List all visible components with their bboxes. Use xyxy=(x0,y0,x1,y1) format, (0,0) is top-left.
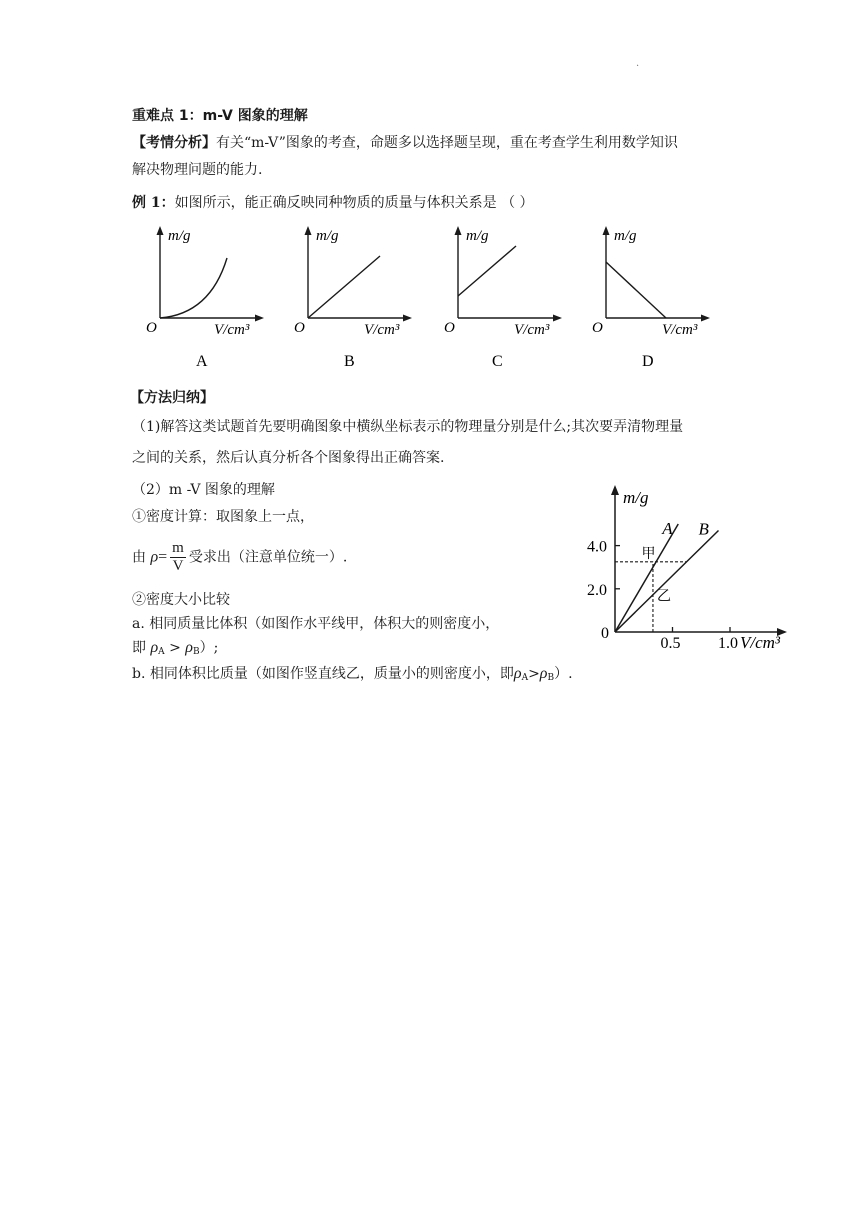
compare-b-sub-a: A xyxy=(521,673,529,683)
formula-suffix: 受求出（注意单位统一）. xyxy=(188,549,348,566)
page-mark: . xyxy=(636,58,640,69)
compare-b-rho-a: ρ xyxy=(513,665,522,682)
compare-a-sub-a: A xyxy=(158,647,165,657)
x-tick-label: 1.0 xyxy=(718,635,738,652)
graph-a-ylabel: m/g xyxy=(168,228,191,244)
graph-b-ylabel: m/g xyxy=(316,228,339,244)
density-chart xyxy=(575,478,800,658)
formula-fraction xyxy=(170,540,186,575)
option-graphs xyxy=(130,222,730,372)
compare-b-end: ）. xyxy=(554,666,573,682)
graph-a-xlabel: V/cm³ xyxy=(214,322,250,338)
graph-d-line xyxy=(606,262,666,318)
compare-a-rho-a: ρ xyxy=(150,639,159,656)
density-calc: ①密度计算：取图象上一点， xyxy=(132,509,314,525)
graph-d-ylabel: m/g xyxy=(614,228,637,244)
graph-c-ylabel: m/g xyxy=(466,228,489,244)
graph-a-letter: A xyxy=(196,353,208,370)
chart-xlabel: V/cm³ xyxy=(740,633,781,652)
graph-a-curve xyxy=(160,258,227,318)
example-label: 例 1： xyxy=(132,195,175,211)
chart-ylabel: m/g xyxy=(623,488,649,507)
y-tick-label: 2.0 xyxy=(587,581,607,599)
graph-d-letter: D xyxy=(642,353,654,370)
graph-d-origin: O xyxy=(592,320,603,336)
method-title: 【方法归纳】 xyxy=(130,390,214,406)
compare-a-line-2 xyxy=(132,638,218,662)
guide-label-jia: 甲 xyxy=(641,546,656,562)
guide-label-yi: 乙 xyxy=(656,589,671,605)
analysis-tag: 【考情分析】 xyxy=(132,135,216,151)
formula-rho: ρ xyxy=(150,548,159,566)
graph-a-origin: O xyxy=(146,320,157,336)
graph-c-xlabel: V/cm³ xyxy=(514,322,550,338)
method-p1-line-1: （1)解答这类试题首先要明确图象中横纵坐标表示的物理量分别是什么;其次要弄清物理量 xyxy=(132,419,684,435)
option-graph-a xyxy=(146,226,264,370)
compare-b-line xyxy=(132,664,573,688)
method-p1-line-2: 之间的关系，然后认真分析各个图象得出正确答案. xyxy=(132,450,445,466)
graph-b-origin: O xyxy=(294,320,305,336)
analysis-text-1: 有关“m-V”图象的考查，命题多以选择题呈现，重在考查学生利用数学知识 xyxy=(216,135,678,151)
compare-a-gt: > xyxy=(164,640,181,656)
compare-b-gt: > xyxy=(528,666,540,682)
chart-origin-label: 0 xyxy=(601,625,609,642)
graph-c-letter: C xyxy=(492,353,503,370)
analysis-line-2: 解决物理问题的能力. xyxy=(132,162,263,178)
graph-b-line xyxy=(308,256,380,318)
x-tick-label: 0.5 xyxy=(660,635,681,652)
compare-a-rho-b: ρ xyxy=(185,639,193,656)
formula-denominator: V xyxy=(172,558,184,574)
compare-b-prefix: b. 相同体积比质量（如图作竖直线乙，质量小的则密度小，即 xyxy=(132,666,514,682)
y-tick-label: 4.0 xyxy=(587,538,607,556)
compare-a-sub-b: B xyxy=(192,647,200,657)
series-label-b: B xyxy=(698,519,709,539)
graph-b-xlabel: V/cm³ xyxy=(364,322,400,338)
formula-numerator: m xyxy=(172,540,184,556)
graph-c-line xyxy=(458,246,516,296)
example-question xyxy=(132,193,534,213)
compare-b-sub-b: B xyxy=(547,673,555,683)
option-graph-c xyxy=(444,226,562,370)
compare-b-rho-b: ρ xyxy=(539,665,548,682)
formula-eq: = xyxy=(158,548,168,566)
compare-title: ②密度大小比较 xyxy=(132,592,230,608)
example-question-text: 如图所示，能正确反映同种物质的质量与体积关系是 （ ） xyxy=(174,195,534,211)
section-heading: 重难点 1：m-V 图象的理解 xyxy=(132,108,308,124)
chart-y-arrow xyxy=(611,485,619,495)
series-label-a: A xyxy=(662,519,673,538)
option-graph-d xyxy=(592,226,710,370)
method-p2: （2）m -V 图象的理解 xyxy=(132,482,275,498)
density-formula xyxy=(132,540,347,575)
graph-d-xlabel: V/cm³ xyxy=(662,322,698,338)
option-graph-b xyxy=(294,226,412,370)
compare-a-line-1: a. 相同质量比体积（如图作水平线甲，体积大的则密度小， xyxy=(132,616,500,632)
graph-c-origin: O xyxy=(444,320,455,336)
series-line-b xyxy=(615,530,719,632)
graph-b-letter: B xyxy=(344,353,355,370)
formula-prefix: 由 xyxy=(132,549,146,566)
compare-a-prefix: 即 xyxy=(132,640,146,656)
analysis-line-1 xyxy=(132,133,678,153)
series-line-a xyxy=(615,524,678,632)
compare-a-end: ）; xyxy=(199,640,219,656)
